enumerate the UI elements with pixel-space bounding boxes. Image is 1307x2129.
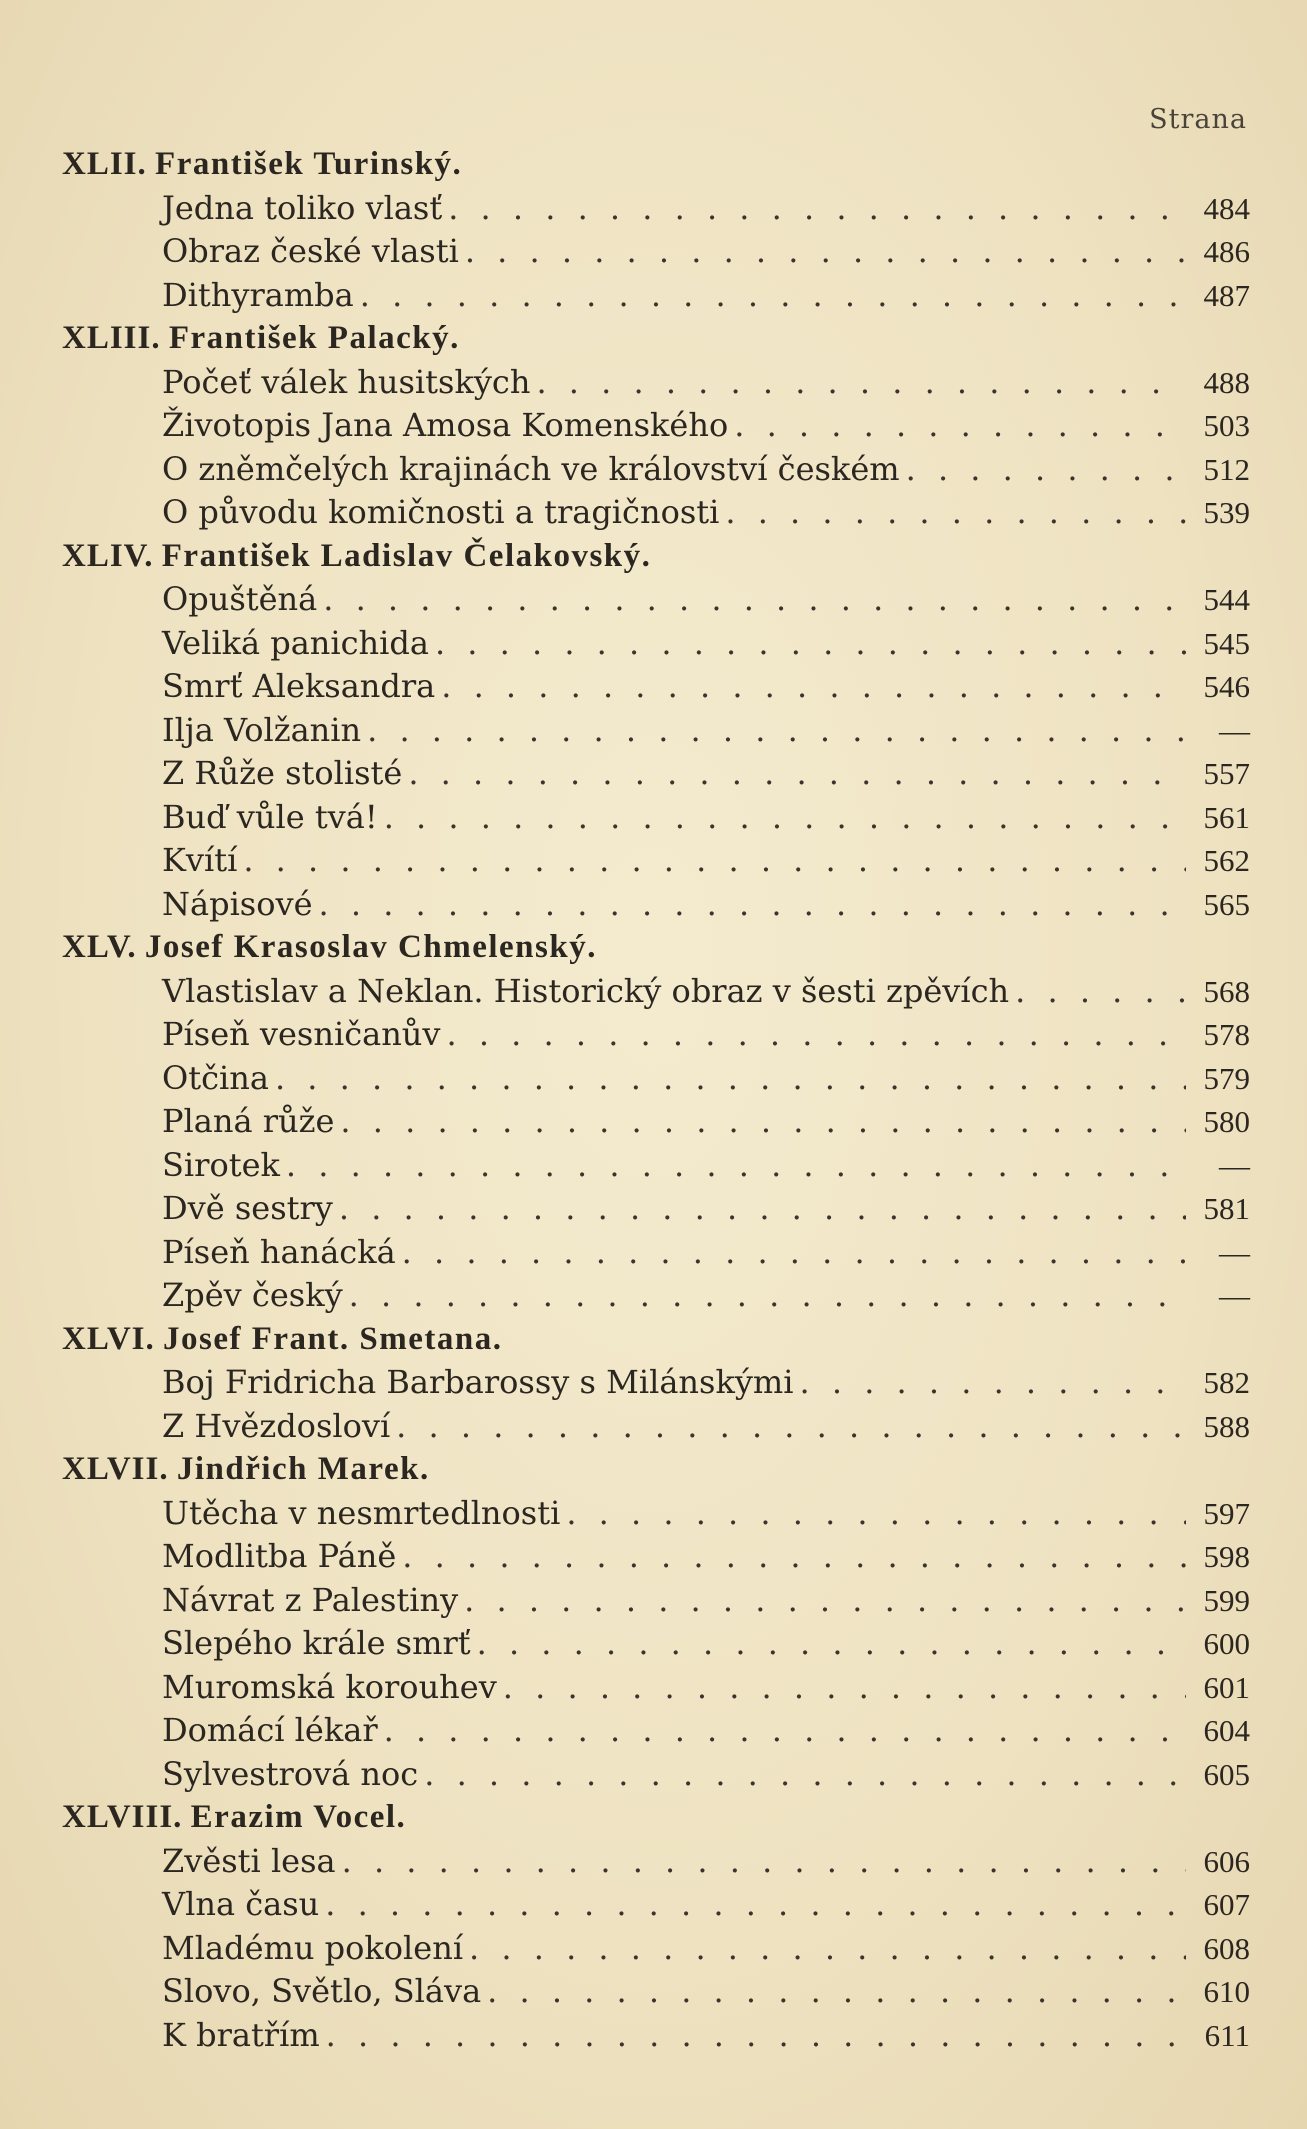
entry-title: Modlitba Páně xyxy=(162,1537,397,1575)
dot-leader xyxy=(340,1100,1186,1144)
dot-leader xyxy=(464,1579,1186,1623)
entry-page-number: 611 xyxy=(1204,2017,1250,2053)
toc-entry xyxy=(62,230,1250,274)
section-number: XLVII. xyxy=(62,1451,169,1487)
dot-leader xyxy=(487,1970,1186,2014)
toc-entry xyxy=(62,1361,1250,1405)
entry-title: Boj Fridricha Barbarossy s Milánskými xyxy=(162,1363,794,1401)
toc-entry xyxy=(62,665,1250,709)
dot-leader xyxy=(339,1187,1186,1231)
toc-entry xyxy=(62,491,1250,535)
toc-entry xyxy=(62,361,1250,405)
section-heading xyxy=(62,535,1250,579)
toc-entry xyxy=(62,1666,1250,1710)
toc-entry xyxy=(62,796,1250,840)
dot-leader xyxy=(800,1361,1187,1405)
dot-leader xyxy=(906,448,1186,492)
entry-title: Jedna toliko vlasť xyxy=(162,188,443,227)
section-author: František Turinský. xyxy=(155,146,463,182)
toc-entry xyxy=(62,709,1250,753)
entry-title: Buď vůle tvá! xyxy=(162,797,378,836)
entry-title: Domácí lékař xyxy=(162,1711,378,1749)
section-author: Josef Frant. Smetana. xyxy=(163,1320,503,1357)
dot-leader xyxy=(319,883,1187,927)
toc-entry xyxy=(62,1231,1250,1275)
entry-page-number: 588 xyxy=(1203,1408,1250,1444)
toc-entry xyxy=(62,404,1250,448)
toc-entry xyxy=(62,1535,1250,1579)
dot-leader xyxy=(536,361,1186,405)
entry-title: Z Růže stolisté xyxy=(162,754,403,792)
section-author: František Ladislav Čelakovský. xyxy=(161,537,652,574)
entry-page-number: 545 xyxy=(1203,625,1250,661)
entry-title: Slepého krále smrť xyxy=(162,1624,471,1662)
dot-leader xyxy=(396,1405,1186,1449)
entry-title: Kvítí xyxy=(162,841,238,879)
entry-title: Dithyramba xyxy=(162,275,354,314)
entry-title: O zněmčelých krajinách ve království českém xyxy=(162,449,900,488)
toc-entry xyxy=(62,2014,1250,2058)
dot-leader xyxy=(1015,970,1186,1014)
toc-entry xyxy=(62,1274,1250,1318)
section-heading xyxy=(62,143,1250,187)
entry-page-number: 487 xyxy=(1203,277,1250,313)
entry-page-number: 601 xyxy=(1203,1669,1250,1705)
entry-title: Obraz české vlasti xyxy=(162,232,459,270)
dot-leader xyxy=(725,491,1186,535)
toc-entry xyxy=(62,1100,1250,1144)
section-author: František Palacký. xyxy=(168,320,460,356)
section-number: XLIII. xyxy=(62,320,161,356)
entry-title: Zvěsti lesa xyxy=(162,1841,336,1880)
dot-leader xyxy=(326,2014,1186,2058)
dot-leader xyxy=(408,752,1186,796)
entry-title: Počeť válek husitských xyxy=(162,362,531,401)
dot-leader xyxy=(435,622,1186,666)
table-of-contents xyxy=(62,143,1250,2057)
entry-title: Píseň vesničanův xyxy=(162,1015,441,1053)
toc-entry xyxy=(62,1144,1250,1188)
toc-entry xyxy=(62,1057,1250,1101)
entry-title: Vlastislav a Neklan. Historický obraz v šesti zpěvích xyxy=(162,971,1010,1010)
entry-page-number: 599 xyxy=(1203,1582,1250,1618)
toc-entry xyxy=(62,187,1250,231)
dot-leader xyxy=(367,709,1186,753)
entry-page-number: 484 xyxy=(1203,190,1250,226)
entry-title: Dvě sestry xyxy=(162,1189,333,1227)
toc-entry xyxy=(62,578,1250,622)
section-number: XLII. xyxy=(62,146,147,182)
entry-title: Planá růže xyxy=(162,1102,335,1140)
entry-page-number: 607 xyxy=(1203,1887,1250,1922)
entry-title: Z Hvězdosloví xyxy=(162,1406,391,1445)
entry-title: O původu komičnosti a tragičnosti xyxy=(162,493,720,531)
toc-entry xyxy=(62,883,1250,927)
toc-entry xyxy=(62,1709,1250,1753)
entry-page-number: 568 xyxy=(1203,973,1250,1009)
entry-page-number: 546 xyxy=(1203,669,1250,704)
page-column-header: Strana xyxy=(1149,104,1247,135)
dot-leader xyxy=(360,274,1186,318)
entry-page-number: 486 xyxy=(1203,234,1250,269)
entry-page-number: 539 xyxy=(1203,495,1250,530)
dot-leader xyxy=(323,578,1186,622)
entry-page-number: 604 xyxy=(1203,1713,1250,1748)
entry-page-number: 578 xyxy=(1203,1017,1250,1052)
entry-page-number: 579 xyxy=(1203,1060,1250,1096)
section-author: Josef Krasoslav Chmelenský. xyxy=(144,929,597,965)
entry-title: Píseň hanácká xyxy=(162,1232,396,1271)
entry-title: Návrat z Palestiny xyxy=(162,1580,459,1619)
entry-page-number: 600 xyxy=(1203,1626,1250,1661)
section-author: Erazim Vocel. xyxy=(190,1799,407,1835)
section-number: XLVIII. xyxy=(62,1799,183,1835)
entry-title: Muromská korouhev xyxy=(162,1667,497,1706)
section-author: Jindřich Marek. xyxy=(176,1451,430,1487)
toc-entry xyxy=(62,1187,1250,1231)
entry-page-number: 488 xyxy=(1203,364,1250,400)
dot-leader xyxy=(384,1709,1186,1753)
entry-page-number: 581 xyxy=(1203,1191,1250,1226)
toc-entry xyxy=(62,1492,1250,1536)
section-heading xyxy=(62,1318,1250,1362)
entry-page-number: 606 xyxy=(1203,1843,1250,1879)
section-heading xyxy=(62,1796,1250,1840)
toc-entry xyxy=(62,1013,1250,1057)
entry-page-number: 544 xyxy=(1203,582,1250,617)
dot-leader xyxy=(402,1535,1186,1579)
toc-entry xyxy=(62,448,1250,492)
dot-leader xyxy=(243,839,1186,883)
toc-entry xyxy=(62,1883,1250,1927)
toc-entry xyxy=(62,1970,1250,2014)
entry-page-number: 597 xyxy=(1203,1495,1250,1531)
dot-leader xyxy=(469,1927,1186,1971)
entry-title: Sirotek xyxy=(162,1145,280,1184)
entry-page-number: 598 xyxy=(1203,1539,1250,1574)
dot-leader xyxy=(734,404,1186,448)
entry-page-number: 565 xyxy=(1203,886,1250,922)
dot-leader xyxy=(325,1883,1186,1927)
dot-leader xyxy=(446,1013,1186,1057)
section-number: XLV. xyxy=(62,929,137,965)
dot-leader xyxy=(424,1753,1186,1797)
entry-page-number: — xyxy=(1219,1147,1250,1183)
toc-entry xyxy=(62,274,1250,318)
entry-title: Sylvestrová noc xyxy=(162,1754,419,1793)
entry-page-number: 557 xyxy=(1203,756,1250,791)
dot-leader xyxy=(503,1666,1186,1710)
entry-page-number: 580 xyxy=(1203,1104,1250,1139)
toc-entry xyxy=(62,1927,1250,1971)
entry-page-number: — xyxy=(1219,1278,1250,1313)
entry-title: Opuštěná xyxy=(162,580,318,618)
toc-entry xyxy=(62,1405,1250,1449)
dot-leader xyxy=(342,1840,1186,1884)
dot-leader xyxy=(275,1057,1186,1101)
dot-leader xyxy=(441,665,1186,709)
entry-title: Vlna času xyxy=(162,1885,320,1923)
section-heading xyxy=(62,317,1250,361)
entry-title: Utěcha v nesmrtedlnosti xyxy=(162,1493,561,1532)
entry-page-number: 512 xyxy=(1203,451,1250,487)
section-number: XLIV. xyxy=(62,537,154,574)
toc-entry xyxy=(62,1622,1250,1666)
toc-entry xyxy=(62,1579,1250,1623)
dot-leader xyxy=(448,187,1186,231)
entry-title: K bratřím xyxy=(162,2015,320,2054)
toc-entry xyxy=(62,752,1250,796)
dot-leader xyxy=(286,1144,1186,1188)
dot-leader xyxy=(349,1274,1186,1318)
toc-entry xyxy=(62,1840,1250,1884)
entry-page-number: 561 xyxy=(1203,799,1250,835)
entry-page-number: 605 xyxy=(1203,1756,1250,1792)
section-heading xyxy=(62,926,1250,970)
entry-title: Zpěv český xyxy=(162,1276,343,1314)
entry-title: Mladému pokolení xyxy=(162,1928,464,1967)
toc-entry xyxy=(62,622,1250,666)
entry-title: Životopis Jana Amosa Komenského xyxy=(162,406,729,444)
toc-entry xyxy=(62,970,1250,1014)
dot-leader xyxy=(465,230,1186,274)
dot-leader xyxy=(402,1231,1186,1275)
entry-page-number: — xyxy=(1219,1234,1250,1270)
entry-page-number: 608 xyxy=(1203,1930,1250,1966)
entry-title: Otčina xyxy=(162,1058,269,1097)
entry-title: Slovo, Světlo, Sláva xyxy=(162,1972,482,2010)
entry-title: Ilja Volžanin xyxy=(162,710,362,749)
entry-page-number: — xyxy=(1219,712,1250,748)
toc-entry xyxy=(62,839,1250,883)
dot-leader xyxy=(384,796,1186,840)
entry-page-number: 610 xyxy=(1203,1974,1250,2009)
entry-page-number: 503 xyxy=(1203,408,1250,443)
entry-title: Smrť Aleksandra xyxy=(162,667,436,705)
entry-page-number: 582 xyxy=(1203,1365,1250,1400)
toc-entry xyxy=(62,1753,1250,1797)
dot-leader xyxy=(566,1492,1186,1536)
section-number: XLVI. xyxy=(62,1320,155,1357)
dot-leader xyxy=(477,1622,1186,1666)
entry-title: Nápisové xyxy=(162,884,313,923)
entry-title: Veliká panichida xyxy=(162,623,429,662)
entry-page-number: 562 xyxy=(1203,843,1250,878)
section-heading xyxy=(62,1448,1250,1492)
